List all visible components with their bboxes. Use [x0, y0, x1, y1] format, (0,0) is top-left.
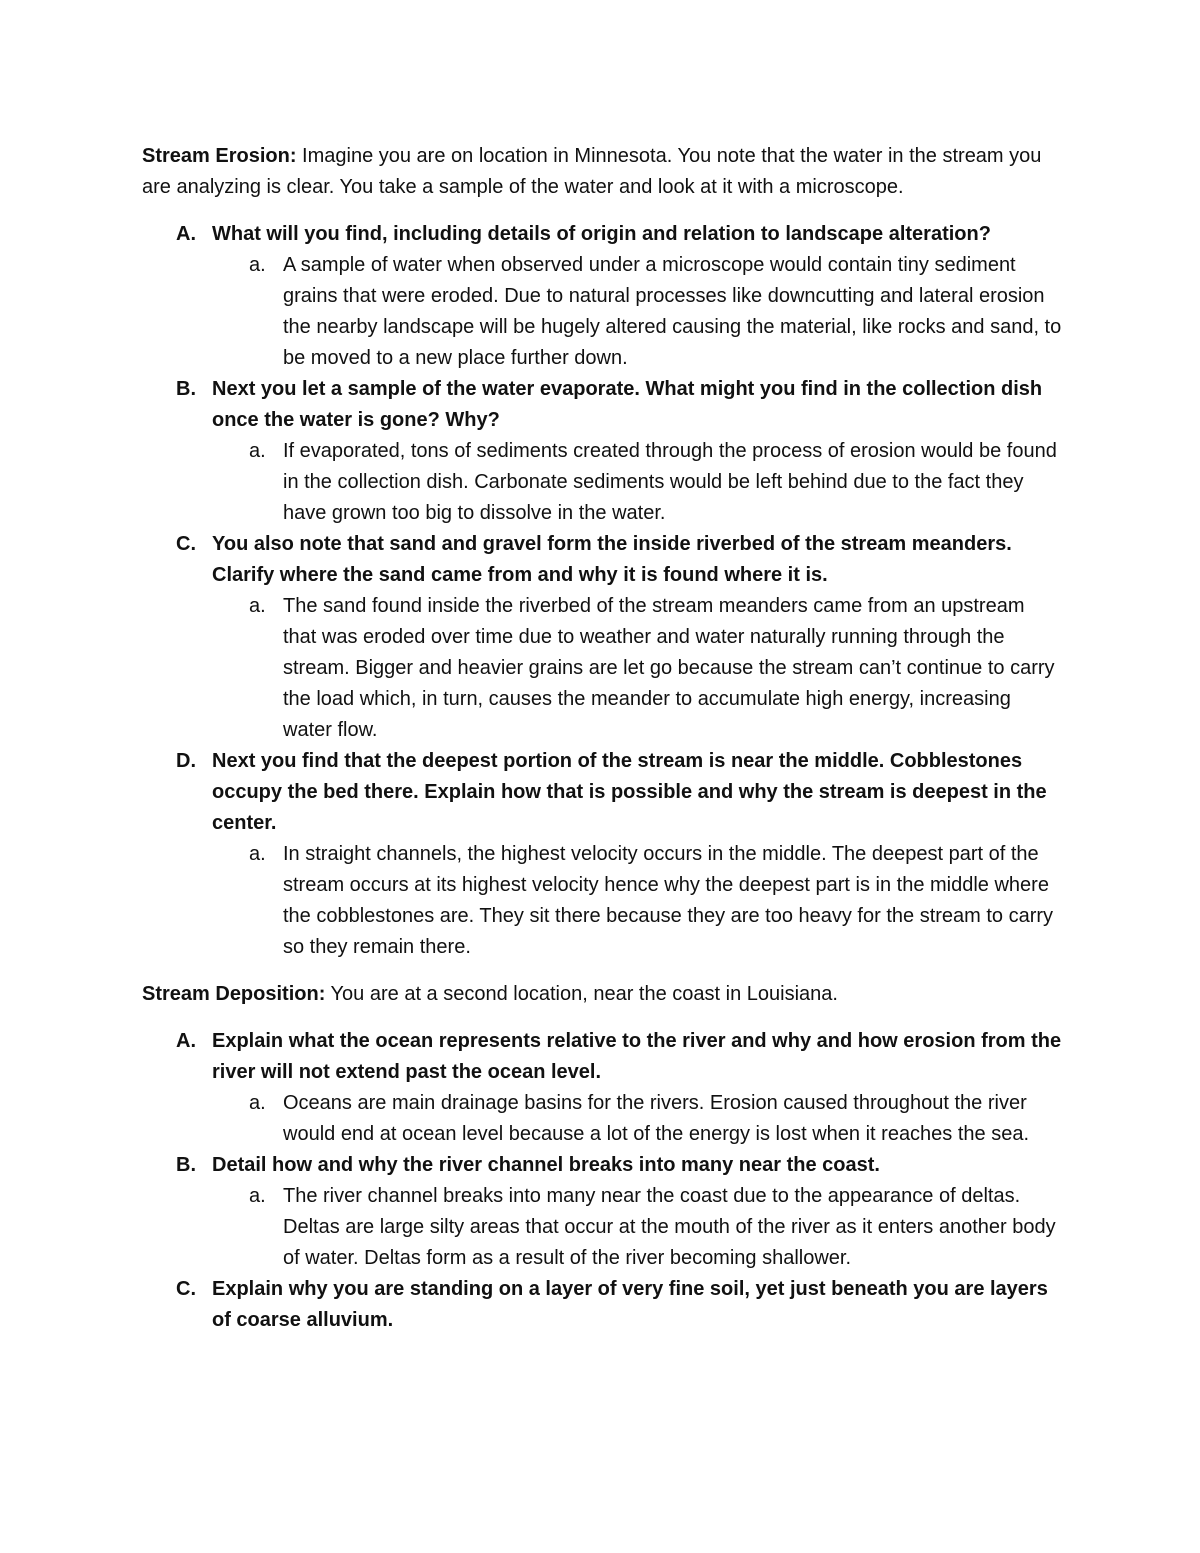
question-item: [142, 746, 1062, 839]
question-marker: A.: [176, 223, 196, 245]
question-item: [142, 1150, 1062, 1181]
section-intro-text: Imagine you are on location in Minnesota. You note that the water in the stream you are analyzing is clear. You take a sample of the water and look at it with a microscope.: [142, 145, 1042, 198]
question-text: Explain what the ocean represents relative to the river and why and how erosion from the river will not extend past the ocean level.: [212, 1030, 1062, 1083]
question-marker: A.: [176, 1030, 196, 1052]
question-item: [142, 1274, 1062, 1336]
question-marker: D.: [176, 750, 196, 772]
question-text: Detail how and why the river channel breaks into many near the coast.: [212, 1154, 880, 1176]
question-text: Next you let a sample of the water evaporate. What might you find in the collection dish once the water is gone? Why?: [212, 378, 1043, 431]
section-heading: Stream Erosion:: [142, 145, 297, 167]
question-text: You also note that sand and gravel form the inside riverbed of the stream meanders. Clarify where the sand came from and why it is found where it is.: [212, 533, 1012, 586]
section-heading: Stream Deposition:: [142, 983, 326, 1005]
question-marker: C.: [176, 1278, 196, 1300]
answer-marker: a.: [249, 595, 266, 617]
question-text: Next you find that the deepest portion of the stream is near the middle. Cobblestones occupy the bed there. Explain how that is possible and why the stream is deepest in the center.: [212, 750, 1047, 834]
question-marker: B.: [176, 378, 196, 400]
stream-deposition-intro: [142, 979, 1062, 1010]
question-marker: C.: [176, 533, 196, 555]
answer-text: The sand found inside the riverbed of the stream meanders came from an upstream that was eroded over time due to weather and water naturally running through the stream. Bigger and heavier grains are let go because the stream can’t continue to carry the load which, in turn, causes the meander to accumulate high energy, increasing water flow.: [283, 595, 1055, 741]
section-intro-text: You are at a second location, near the coast in Louisiana.: [325, 983, 838, 1005]
answer-text: Oceans are main drainage basins for the rivers. Erosion caused throughout the river would end at ocean level because a lot of the energy is lost when it reaches the sea.: [283, 1092, 1030, 1145]
answer-text: A sample of water when observed under a microscope would contain tiny sediment grains that were eroded. Due to natural processes like downcutting and lateral erosion the nearby landscape will be hugely altered causing the material, like rocks and sand, to be moved to a new place further down.: [283, 254, 1062, 369]
answer-item: [142, 1088, 1062, 1150]
answer-marker: a.: [249, 843, 266, 865]
question-item: [142, 374, 1062, 436]
question-marker: B.: [176, 1154, 196, 1176]
answer-item: [142, 591, 1062, 746]
question-item: [142, 529, 1062, 591]
answer-marker: a.: [249, 440, 266, 462]
question-item: [142, 1026, 1062, 1088]
spacer: [142, 1010, 1062, 1026]
question-item: [142, 219, 1062, 250]
answer-text: The river channel breaks into many near the coast due to the appearance of deltas. Deltas are large silty areas that occur at the mouth of the river as it enters another body of water. Deltas form as a result of the river becoming shallower.: [283, 1185, 1056, 1269]
answer-item: [142, 1181, 1062, 1274]
answer-marker: a.: [249, 1185, 266, 1207]
spacer: [142, 963, 1062, 979]
answer-text: If evaporated, tons of sediments created through the process of erosion would be found in the collection dish. Carbonate sediments would be left behind due to the fact they have grown too big to dissolve in the water.: [283, 440, 1057, 524]
answer-item: [142, 250, 1062, 374]
answer-marker: a.: [249, 254, 266, 276]
question-text: What will you find, including details of origin and relation to landscape alteration?: [212, 223, 991, 245]
stream-erosion-intro: [142, 141, 1062, 203]
document-content: [142, 141, 1062, 1336]
answer-text: In straight channels, the highest velocity occurs in the middle. The deepest part of the stream occurs at its highest velocity hence why the deepest part is in the middle where the cobblestones are. They sit there because they are too heavy for the stream to carry so they remain there.: [283, 843, 1054, 958]
answer-marker: a.: [249, 1092, 266, 1114]
answer-item: [142, 436, 1062, 529]
answer-item: [142, 839, 1062, 963]
spacer: [142, 203, 1062, 219]
question-text: Explain why you are standing on a layer of very fine soil, yet just beneath you are layers of coarse alluvium.: [212, 1278, 1048, 1331]
